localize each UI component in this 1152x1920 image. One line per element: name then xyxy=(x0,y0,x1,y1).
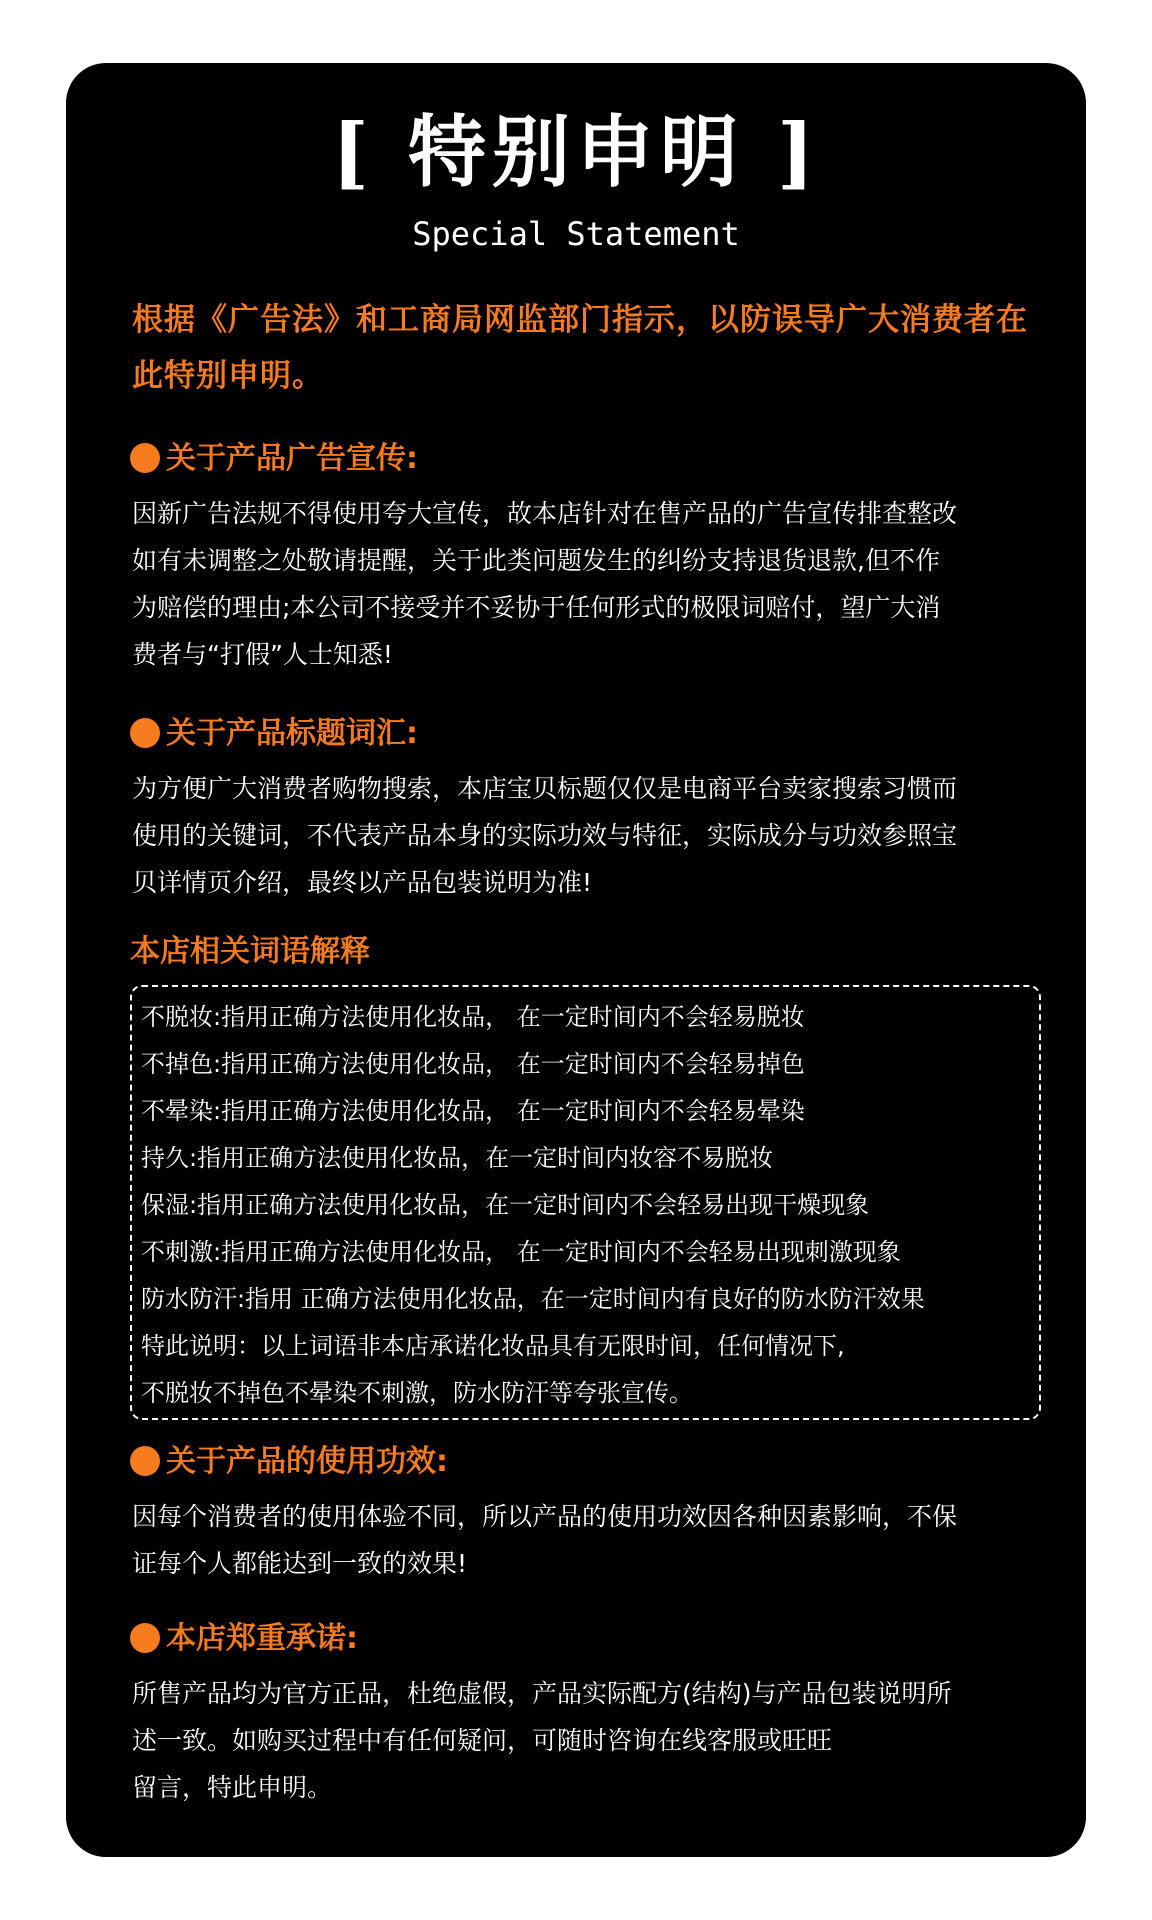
glossary-item: 保湿:指用正确方法使用化妆品，在一定时间内不会轻易出现干燥现象 xyxy=(141,1191,870,1219)
glossary-item: 持久:指用正确方法使用化妆品，在一定时间内妆容不易脱妆 xyxy=(141,1144,774,1172)
section-heading-label: 关于产品广告宣传: xyxy=(166,441,418,476)
glossary-item: 不脱妆不掉色不晕染不刺激，防水防汗等夸张宣传。 xyxy=(141,1379,693,1407)
bullet-dot-icon xyxy=(130,1623,160,1653)
section-heading-label: 本店相关词语解释 xyxy=(130,934,370,969)
glossary-list xyxy=(141,994,1041,1417)
section-body-promise xyxy=(132,1670,1032,1811)
page-title: [ 特别申明 ] xyxy=(331,107,821,198)
section-body-efficacy xyxy=(132,1493,1032,1587)
glossary-item: 防水防汗:指用 正确方法使用化妆品，在一定时间内有良好的防水防汗效果 xyxy=(141,1285,925,1313)
text-line: 为赔偿的理由;本公司不接受并不妥协于任何形式的极限词赔付，望广大消 xyxy=(132,593,941,622)
text-line: 如有未调整之处敬请提醒，关于此类问题发生的纠纷支持退货退款,但不作 xyxy=(132,546,940,575)
glossary-item: 不脱妆:指用正确方法使用化妆品， 在一定时间内不会轻易脱妆 xyxy=(141,1003,805,1031)
text-line: 述一致。如购买过程中有任何疑问，可随时咨询在线客服或旺旺 xyxy=(132,1726,833,1755)
text-line: 因新广告法规不得使用夸大宣传，故本店针对在售产品的广告宣传排查整改 xyxy=(132,499,958,528)
glossary-item: 不晕染:指用正确方法使用化妆品， 在一定时间内不会轻易晕染 xyxy=(141,1097,805,1125)
section-heading-promise xyxy=(130,1617,358,1661)
section-body-titles xyxy=(132,765,1032,906)
text-line: 使用的关键词，不代表产品本身的实际功效与特征，实际成分与功效参照宝 xyxy=(132,821,958,850)
intro-text: 根据《广告法》和工商局网监部门指示，以防误导广大消费者在此特别申明。 xyxy=(132,302,1028,394)
section-heading-label: 关于产品的使用功效: xyxy=(166,1444,448,1479)
section-heading-titles xyxy=(130,712,418,756)
text-line: 为方便广大消费者购物搜索，本店宝贝标题仅仅是电商平台卖家搜索习惯而 xyxy=(132,774,958,803)
text-line: 因每个消费者的使用体验不同，所以产品的使用功效因各种因素影响，不保 xyxy=(132,1502,958,1531)
text-line: 证每个人都能达到一致的效果! xyxy=(132,1549,468,1578)
text-line: 费者与“打假”人士知悉! xyxy=(132,640,393,669)
section-heading-glossary xyxy=(130,930,370,974)
section-heading-label: 本店郑重承诺: xyxy=(166,1621,358,1656)
bullet-dot-icon xyxy=(130,443,160,473)
text-line: 所售产品均为官方正品，杜绝虚假，产品实际配方(结构)与产品包装说明所 xyxy=(132,1679,952,1708)
text-line: 贝详情页介绍，最终以产品包装说明为准! xyxy=(132,868,593,897)
bullet-dot-icon xyxy=(130,718,160,748)
page-subtitle: Special Statement xyxy=(412,215,740,253)
glossary-item: 特此说明：以上词语非本店承诺化妆品具有无限时间，任何情况下, xyxy=(141,1332,845,1360)
section-heading-label: 关于产品标题词汇: xyxy=(166,716,418,751)
section-heading-efficacy xyxy=(130,1440,448,1484)
section-heading-ads xyxy=(130,437,418,481)
text-line: 留言，特此申明。 xyxy=(132,1773,333,1802)
glossary-item: 不掉色:指用正确方法使用化妆品， 在一定时间内不会轻易掉色 xyxy=(141,1050,805,1078)
bullet-dot-icon xyxy=(130,1446,160,1476)
section-body-ads xyxy=(132,490,1032,678)
glossary-item: 不刺激:指用正确方法使用化妆品， 在一定时间内不会轻易出现刺激现象 xyxy=(141,1238,901,1266)
